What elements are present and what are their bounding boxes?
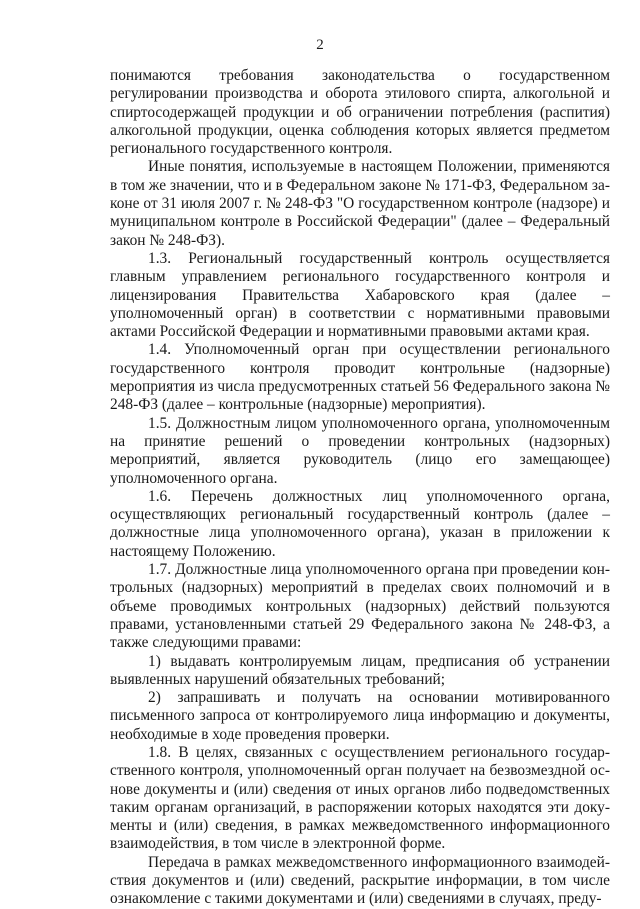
paragraph-1-5: 1.5. Должностным лицом уполномоченного органа, уполномоченным на принятие решений о проведении контрольных (надзорных) мероприятий, является руководитель (лицо его замещающее) уполномоченного органа. [110, 414, 610, 487]
paragraph-right-2: 2) запрашивать и получать на основании мотивированного письменного запроса от контролируемого лица информацию и документы, необходимые в ходе проведения проверки. [110, 689, 610, 743]
paragraph-continuation: понимаются требования законодательства о государственном регулировании производства и оборота этилового спирта, алкогольной и спиртосодержащей продукции и об ограничении потребления (распития) алкогольной продукции, оценка соблюдения которых является предметом регионального государственного контроля. [110, 67, 610, 158]
document-body [110, 67, 610, 909]
paragraph-1-7: 1.7. Должностные лица уполномоченного органа при проведении контрольных (надзорных) мероприятий в пределах своих полномочий и в объеме проводимых контрольных (надзорных) действий пользуются правами, установленными статьей 29 Федерального закона № 248-ФЗ, а также следующими правами: [110, 561, 610, 652]
paragraph-1-3: 1.3. Региональный государственный контроль осуществляется главным управлением регионального государственного контроля и лицензирования Правительства Хабаровского края (далее – уполномоченный орган) в соответствии с нормативными правовыми актами Российской Федерации и нормативными правовыми актами края. [110, 249, 610, 341]
paragraph-transfer: Передача в рамках межведомственного информационного взаимодействия документов и (или) сведений, раскрытие информации, в том числе ознакомление с такими документами и (или) сведениями в случаях, преду- [110, 853, 610, 908]
paragraph-1-4: 1.4. Уполномоченный орган при осуществлении регионального государственного контроля проводит контрольные (надзорные) мероприятия из числа предусмотренных статьей 56 Федерального закона № 248-ФЗ (далее – контрольные (надзорные) мероприятия). [110, 341, 610, 414]
paragraph-1-8: 1.8. В целях, связанных с осуществлением регионального государственного контроля, уполномоченный орган получает на безвозмездной основе документы и (или) сведения от иных органов либо подведомственных таким органам организаций, в распоряжении которых находятся эти документы и (или) сведения, в рамках межведомственного информационного взаимодействия, в том числе в электронной форме. [110, 743, 610, 853]
paragraph-right-1: 1) выдавать контролируемым лицам, предписания об устранении выявленных нарушений обязательных требований; [110, 652, 610, 688]
paragraph-definitions: Иные понятия, используемые в настоящем Положении, применяются в том же значении, что и в Федеральном законе № 171-ФЗ, Федеральном законе от 31 июля 2007 г. № 248-ФЗ "О государственном контроле (надзоре) и муниципальном контроле в Российской Федерации" (далее – Федеральный закон № 248-ФЗ). [110, 158, 610, 249]
page-number: 2 [316, 37, 324, 53]
paragraph-1-6: 1.6. Перечень должностных лиц уполномоченного органа, осуществляющих региональный государственный контроль (далее – должностные лица уполномоченного органа), указан в приложении к настоящему Положению. [110, 487, 610, 560]
